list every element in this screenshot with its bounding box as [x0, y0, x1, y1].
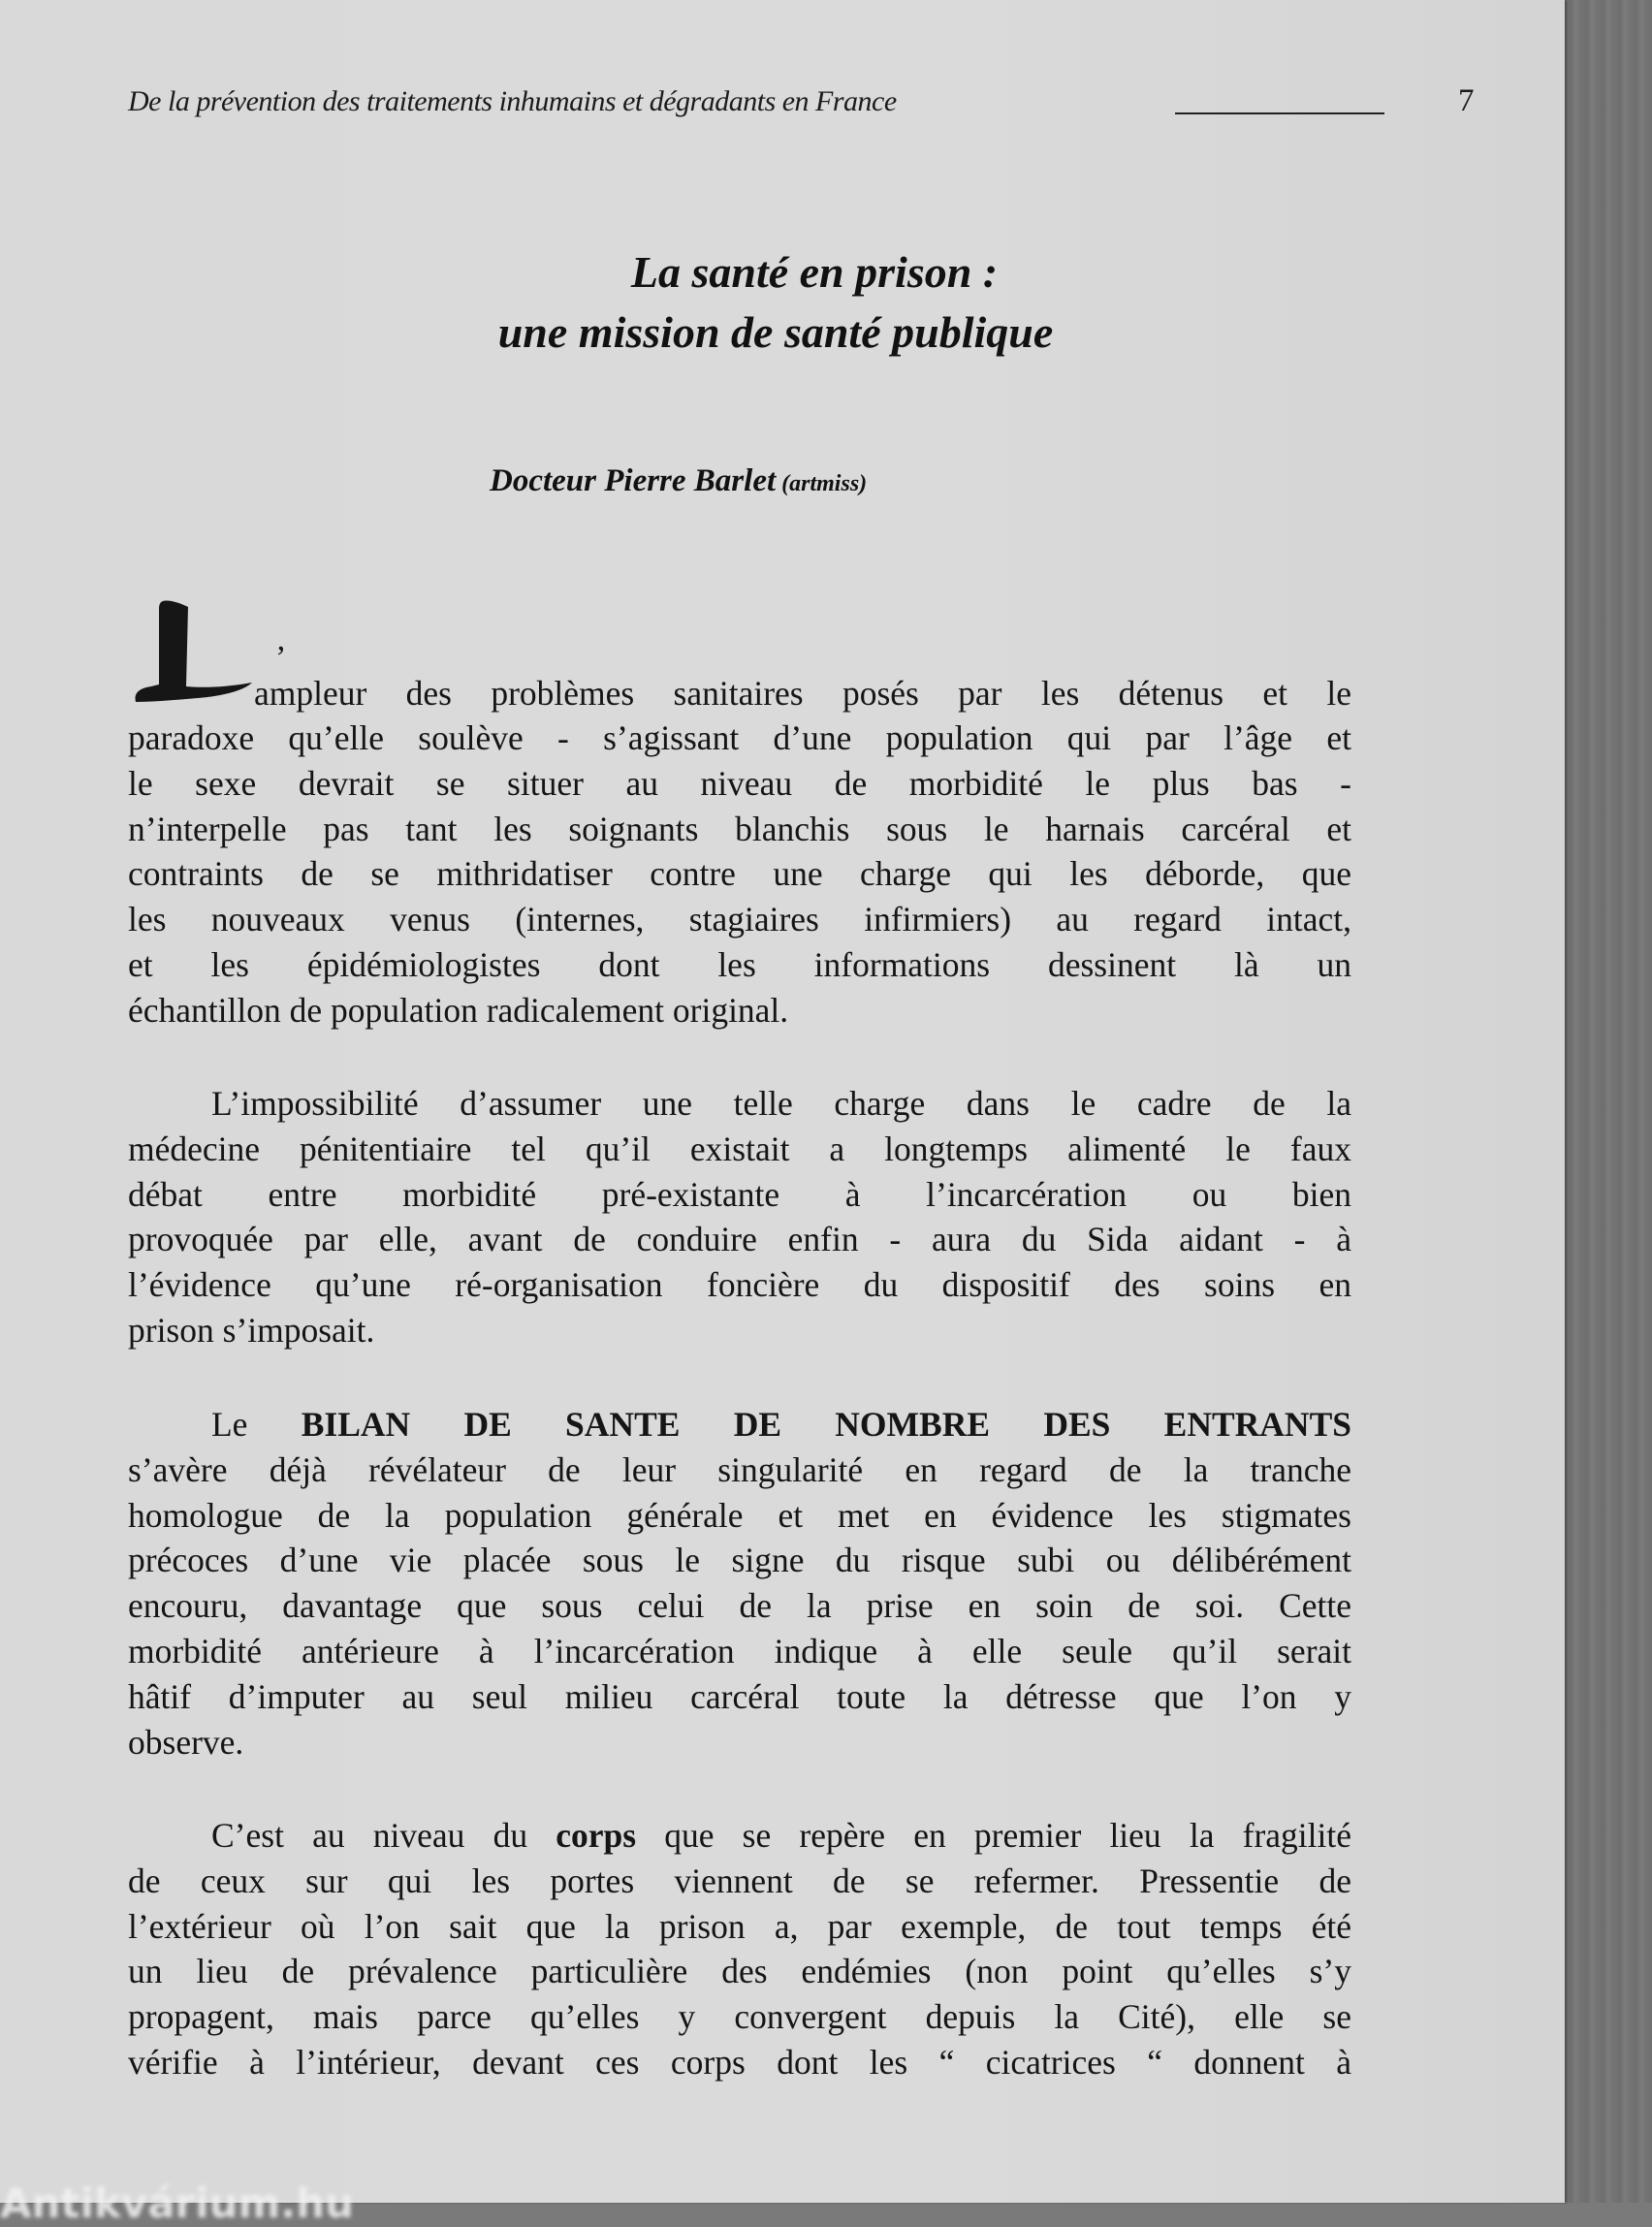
text-run: que se repère en premier lieu la fragilité	[636, 1816, 1351, 1855]
article-title	[145, 242, 1406, 363]
watermark: Antikvárium.hu	[0, 2179, 355, 2227]
text-line: propagent, mais parce qu’elles y convergent depuis la Cité), elle se	[128, 1997, 1351, 2037]
text-line: l’extérieur où l’on sait que la prison a, par exemple, de tout temps été	[128, 1906, 1351, 1946]
text-line: débat entre morbidité pré-existante à l’incarcération ou bien	[128, 1174, 1351, 1214]
author-affiliation: (artmiss)	[781, 471, 868, 496]
article-title-line-2: une mission de santé publique	[497, 307, 1054, 357]
paragraph-2	[128, 1081, 1351, 1353]
text-line: échantillon de population radicalement original.	[128, 990, 789, 1030]
running-head-rule	[1175, 112, 1384, 114]
emphasis-bold: corps	[556, 1816, 637, 1855]
dropcap-letter-l	[130, 593, 256, 710]
paragraph-4	[128, 1813, 1351, 2085]
text-line: médecine pénitentiaire tel qu’il existait a longtemps alimenté le faux	[128, 1129, 1351, 1168]
author-name: Docteur Pierre Barlet	[490, 463, 777, 498]
text-line: encouru, davantage que sous celui de la prise en soin de soi. Cette	[128, 1586, 1351, 1626]
text-line: et les épidémiologistes dont les informations dessinent là un	[128, 944, 1351, 984]
text-line: s’avère déjà révélateur de leur singularité en regard de la tranche	[128, 1449, 1351, 1489]
running-head-title: De la prévention des traitements inhumains et dégradants en France	[128, 85, 897, 117]
text-line: homologue de la population générale et met en évidence les stigmates	[128, 1495, 1351, 1535]
text-line: n’interpelle pas tant les soignants blanchis sous le harnais carcéral et	[128, 809, 1351, 848]
emphasis-bold: BILAN DE SANTE DE NOMBRE DES ENTRANTS	[301, 1405, 1351, 1444]
paragraph-1-first-line: ampleur des problèmes sanitaires posés par les détenus et le	[254, 674, 1351, 713]
text-line: précoces d’une vie placée sous le signe du risque subi ou délibérément	[128, 1541, 1351, 1580]
text-line: vérifie à l’intérieur, devant ces corps dont les “ cicatrices “ donnent à	[128, 2042, 1351, 2082]
text-line: contraints de se mithridatiser contre une charge qui les déborde, que	[128, 854, 1351, 894]
text-line: de ceux sur qui les portes viennent de se refermer. Pressentie de	[128, 1861, 1351, 1900]
text-run: C’est au niveau du	[211, 1816, 556, 1855]
page-number: 7	[1458, 83, 1475, 118]
paragraph-3	[128, 1402, 1351, 1765]
running-head	[128, 83, 1475, 126]
dropcap-apostrophe: ’	[275, 640, 287, 676]
text-line: paradoxe qu’elle soulève - s’agissant d’une population qui par l’âge et	[128, 718, 1351, 757]
paragraph-1	[128, 716, 1351, 1034]
text-line: les nouveaux venus (internes, stagiaires infirmiers) au regard intact,	[128, 900, 1351, 939]
page-backing	[1565, 0, 1652, 2203]
text-line: l’évidence qu’une ré-organisation foncière du dispositif des soins en	[128, 1265, 1351, 1305]
text-line: hâtif d’imputer au seul milieu carcéral toute la détresse que l’on y	[128, 1676, 1351, 1716]
text-line: L’impossibilité d’assumer une telle charge dans le cadre de la	[211, 1084, 1351, 1123]
article-title-line-1: La santé en prison :	[630, 247, 999, 297]
text-line	[128, 1402, 1351, 1448]
text-line: morbidité antérieure à l’incarcération indique à elle seule qu’il serait	[128, 1631, 1351, 1670]
text-line: le sexe devrait se situer au niveau de morbidité le plus bas -	[128, 763, 1351, 803]
text-run: Le	[211, 1405, 302, 1444]
text-line: prison s’imposait.	[128, 1310, 375, 1350]
text-line: un lieu de prévalence particulière des endémies (non point qu’elles s’y	[128, 1952, 1351, 1991]
author-byline	[490, 463, 867, 499]
text-line: observe.	[128, 1722, 244, 1762]
text-line: provoquée par elle, avant de conduire enfin - aura du Sida aidant - à	[128, 1220, 1351, 1259]
text-line	[128, 1813, 1351, 1859]
